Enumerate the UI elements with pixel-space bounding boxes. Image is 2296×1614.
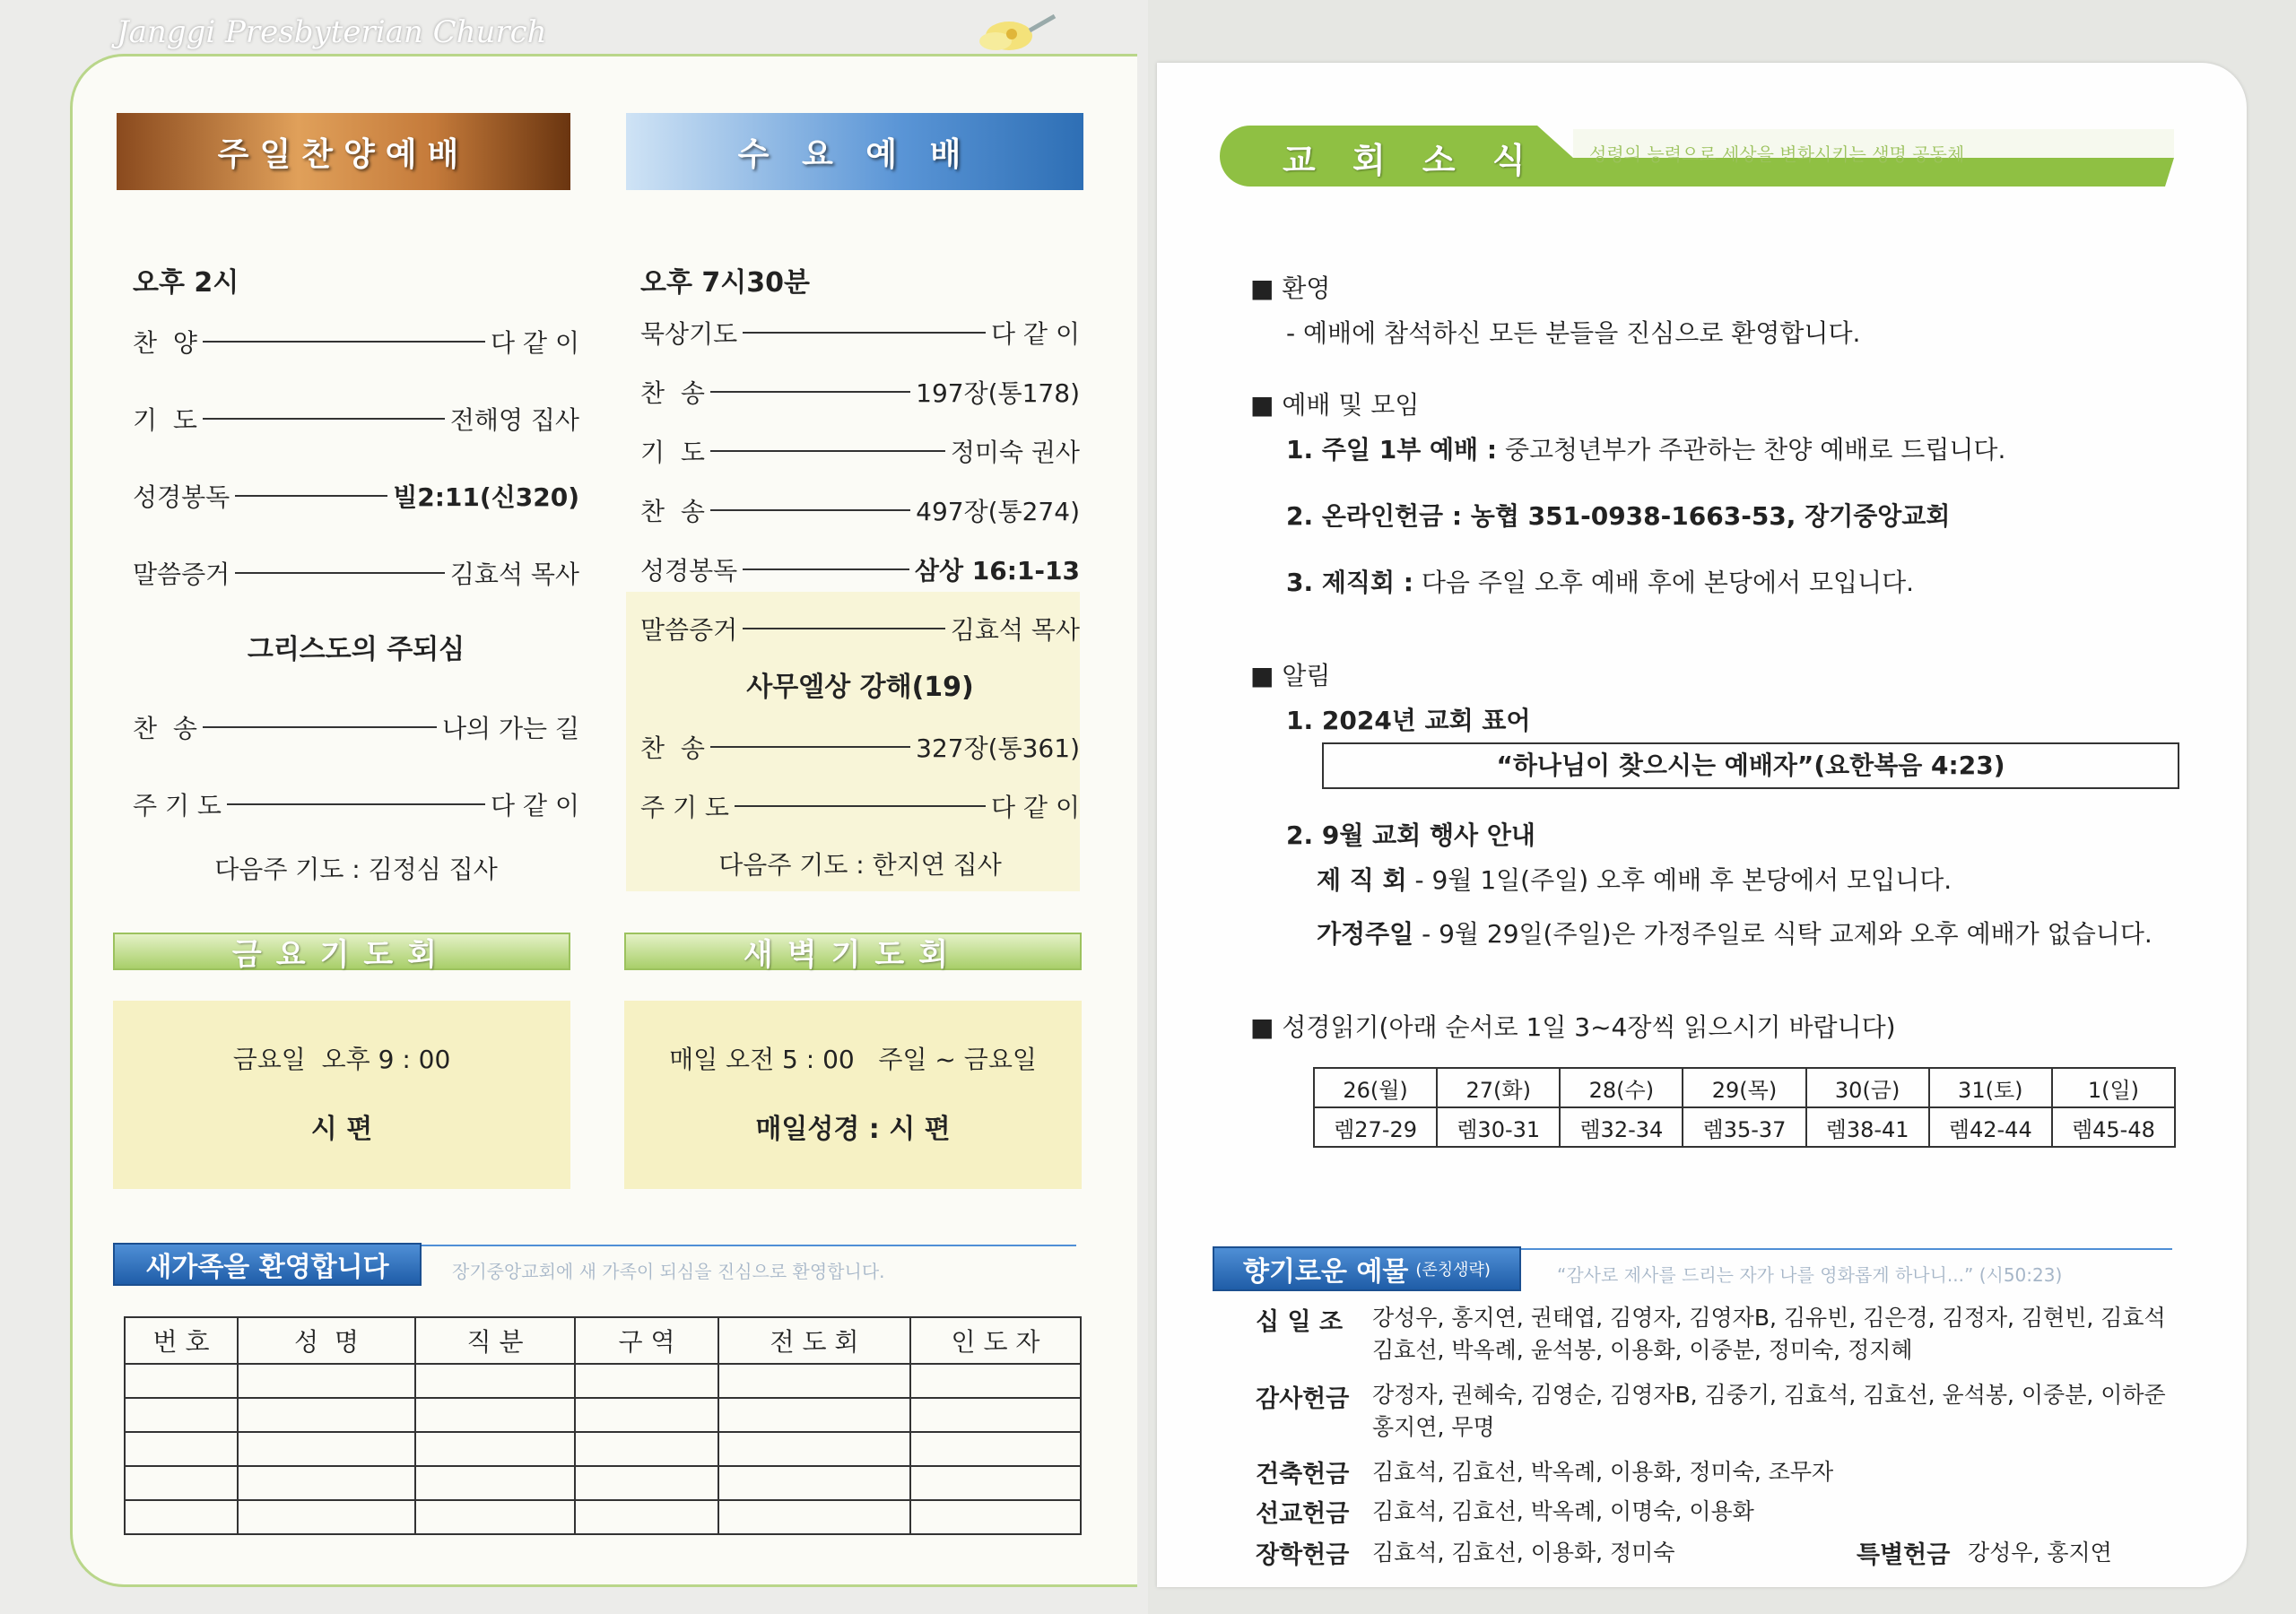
wednesday-item: 주 기 도 다 같 이 bbox=[640, 793, 1080, 822]
event-item: 가정주일 - 9월 29일(주일)은 가정주일로 식탁 교제와 오후 예배가 없습니다. bbox=[1317, 919, 2152, 949]
meetings-heading: 예배 및 모임 bbox=[1282, 390, 1420, 420]
table-header: 전 도 회 bbox=[718, 1317, 910, 1364]
friday-text: 시 편 bbox=[310, 1114, 373, 1145]
welcome-header bbox=[113, 1243, 422, 1286]
dawn-text: 매일성경 : 시 편 bbox=[755, 1114, 951, 1145]
motto-box: “하나님이 찾으시는 예배자”(요한복음 4:23) bbox=[1322, 742, 2179, 789]
table-header-row bbox=[125, 1317, 1081, 1364]
friday-time: 금요일 오후 9 : 00 bbox=[232, 1045, 451, 1074]
sunday-next-prayer: 다음주 기도 : 김정심 집사 bbox=[214, 855, 498, 884]
reading-day: 26(월) bbox=[1314, 1068, 1437, 1107]
offering-header bbox=[1213, 1246, 1521, 1291]
reading-passages-row bbox=[1314, 1107, 2175, 1147]
offering-row: 선교헌금 김효석, 김효선, 박옥례, 이명숙, 이용화 bbox=[1256, 1494, 2179, 1535]
bible-reading-table bbox=[1313, 1067, 2176, 1148]
table-header: 구 역 bbox=[575, 1317, 718, 1364]
reading-day: 27(화) bbox=[1437, 1068, 1560, 1107]
dawn-prayer-box bbox=[624, 1001, 1082, 1189]
table-row bbox=[125, 1432, 1081, 1466]
sunday-sermon-title: 그리스도의 주되심 bbox=[247, 634, 465, 665]
table-row bbox=[125, 1398, 1081, 1432]
bullet-icon: ■ bbox=[1250, 1012, 1283, 1042]
sunday-item: 기 도 전해영 집사 bbox=[133, 405, 579, 435]
offering-label: 장학헌금 bbox=[1256, 1541, 1350, 1569]
sunday-time: 오후 2시 bbox=[133, 267, 239, 299]
wednesday-item: 기 도 정미숙 권사 bbox=[640, 438, 1080, 467]
bullet-icon: ■ bbox=[1250, 661, 1283, 690]
sunday-service-order bbox=[133, 260, 579, 897]
table-header: 인 도 자 bbox=[910, 1317, 1081, 1364]
reading-passage: 렘38-41 bbox=[1806, 1107, 1929, 1147]
meeting-item: 2. 온라인헌금 : 농협 351-0938-1663-53, 장기중앙교회 bbox=[1286, 501, 1951, 531]
wednesday-service-order bbox=[640, 260, 1080, 895]
offering-row: 장학헌금 김효석, 김효선, 이용화, 정미숙 특별헌금 강성우, 홍지연 bbox=[1256, 1535, 2179, 1576]
event-item: 제 직 회 - 9월 1일(주일) 오후 예배 후 본당에서 모입니다. bbox=[1317, 865, 1952, 895]
offering-row: 건축헌금 김효석, 김효선, 박옥례, 이용화, 정미숙, 조무자 bbox=[1256, 1454, 2179, 1494]
welcome-rule bbox=[422, 1245, 1076, 1246]
church-name: Janggi Presbyterian Church bbox=[117, 14, 547, 50]
reading-passage: 렘45-48 bbox=[2052, 1107, 2175, 1147]
wednesday-sermon-title: 사무엘상 강해(19) bbox=[746, 672, 974, 703]
sunday-item: 찬 송 나의 가는 길 bbox=[133, 714, 579, 743]
special-offering-names: 강성우, 홍지연 bbox=[1968, 1540, 2112, 1566]
sunday-item: 말씀증거 김효석 목사 bbox=[133, 560, 579, 589]
news-content bbox=[1250, 269, 2219, 1053]
reading-days-row bbox=[1314, 1068, 2175, 1107]
reading-day: 29(목) bbox=[1683, 1068, 1805, 1107]
offering-rule bbox=[1521, 1248, 2172, 1250]
reading-day: 30(금) bbox=[1806, 1068, 1929, 1107]
reading-day: 1(일) bbox=[2052, 1068, 2175, 1107]
table-header: 번 호 bbox=[125, 1317, 238, 1364]
meeting-item: 1. 주일 1부 예배 : 중고청년부가 주관하는 찬양 예배로 드립니다. bbox=[1286, 435, 2006, 464]
sunday-service-header: 주일찬양예배 bbox=[117, 113, 570, 190]
reading-passage: 렘32-34 bbox=[1560, 1107, 1683, 1147]
wednesday-time: 오후 7시30분 bbox=[640, 267, 810, 299]
wednesday-item: 성경봉독 삼상 16:1-13 bbox=[640, 556, 1080, 586]
wednesday-service-header: 수 요 예 배 bbox=[626, 113, 1083, 190]
table-row bbox=[125, 1466, 1081, 1500]
wednesday-next-prayer: 다음주 기도 : 한지연 집사 bbox=[718, 850, 1002, 880]
reading-passage: 렘35-37 bbox=[1683, 1107, 1805, 1147]
bullet-icon: ■ bbox=[1250, 390, 1283, 420]
reading-passage: 렘27-29 bbox=[1314, 1107, 1437, 1147]
offering-title: 향기로운 예물 bbox=[1243, 1256, 1409, 1288]
offering-label: 건축헌금 bbox=[1256, 1461, 1350, 1488]
reading-heading: 성경읽기(아래 순서로 1일 3~4장씩 읽으시기 바랍니다) bbox=[1282, 1012, 1896, 1042]
wednesday-item: 찬 송 197장(통178) bbox=[640, 378, 1080, 408]
meeting-item: 3. 제직회 : 다음 주일 오후 예배 후에 본당에서 모입니다. bbox=[1286, 568, 1915, 597]
reading-passage: 렘30-31 bbox=[1437, 1107, 1560, 1147]
news-title: 교 회 소 식 bbox=[1283, 141, 1538, 180]
friday-prayer-header: 금요기도회 bbox=[113, 933, 570, 970]
news-slogan: 성령의 능력으로 세상을 변화시키는 생명 공동체 bbox=[1589, 143, 1965, 165]
wednesday-item: 찬 송 327장(통361) bbox=[640, 733, 1080, 763]
offering-label: 십 일 조 bbox=[1256, 1308, 1344, 1336]
sunday-item: 주 기 도 다 같 이 bbox=[133, 791, 579, 820]
sunday-item: 성경봉독 빌2:11(신320) bbox=[133, 482, 579, 512]
reading-day: 28(수) bbox=[1560, 1068, 1683, 1107]
wednesday-item: 묵상기도 다 같 이 bbox=[640, 319, 1080, 349]
table-header: 직 분 bbox=[415, 1317, 575, 1364]
welcome-subtitle: 장기중앙교회에 새 가족이 되심을 진심으로 환영합니다. bbox=[452, 1261, 885, 1282]
offering-label: 감사헌금 bbox=[1256, 1385, 1350, 1413]
welcome-title: 새가족을 환영합니다 bbox=[145, 1252, 389, 1283]
special-offering-label: 특별헌금 bbox=[1857, 1541, 1951, 1569]
dawn-time: 매일 오전 5 : 00 주일 ~ 금요일 bbox=[669, 1045, 1037, 1074]
offering-label: 선교헌금 bbox=[1256, 1500, 1350, 1528]
notice-item: 1. 2024년 교회 표어 bbox=[1286, 706, 1531, 735]
table-row bbox=[125, 1364, 1081, 1398]
offering-verse: “감사로 제사를 드리는 자가 나를 영화롭게 하나니...” (시50:23) bbox=[1557, 1264, 2063, 1286]
offering-title-small: (존칭생략) bbox=[1415, 1261, 1491, 1280]
offering-row: 감사헌금 강정자, 권혜숙, 김영순, 김영자B, 김중기, 김효석, 김효선, 윤석봉, 이중분, 이하준 홍지연, 무명 bbox=[1256, 1379, 2179, 1454]
table-header: 성 명 bbox=[238, 1317, 415, 1364]
sunday-item: 찬 양 다 같 이 bbox=[133, 328, 579, 358]
new-family-table bbox=[124, 1316, 1082, 1535]
notice-item: 2. 9월 교회 행사 안내 bbox=[1286, 820, 1535, 850]
wednesday-item: 찬 송 497장(통274) bbox=[640, 497, 1080, 526]
welcome-text: - 예배에 참석하신 모든 분들을 진심으로 환영합니다. bbox=[1286, 318, 1861, 348]
offering-list bbox=[1256, 1302, 2179, 1576]
flower-icon bbox=[960, 9, 1058, 63]
reading-day: 31(토) bbox=[1929, 1068, 2052, 1107]
dawn-prayer-header: 새벽기도회 bbox=[624, 933, 1082, 970]
offering-row: 십 일 조 강성우, 홍지연, 권태엽, 김영자, 김영자B, 김유빈, 김은경, 김정자, 김현빈, 김효석 김효선, 박옥례, 윤석봉, 이용화, 이중분, 정미숙, 정지혜 bbox=[1256, 1302, 2179, 1379]
reading-passage: 렘42-44 bbox=[1929, 1107, 2052, 1147]
notice-heading: 알림 bbox=[1282, 661, 1331, 690]
welcome-heading: 환영 bbox=[1282, 273, 1331, 303]
bullet-icon: ■ bbox=[1250, 273, 1283, 303]
table-row bbox=[125, 1500, 1081, 1534]
wednesday-item: 말씀증거 김효석 목사 bbox=[640, 615, 1080, 645]
friday-prayer-box bbox=[113, 1001, 570, 1189]
